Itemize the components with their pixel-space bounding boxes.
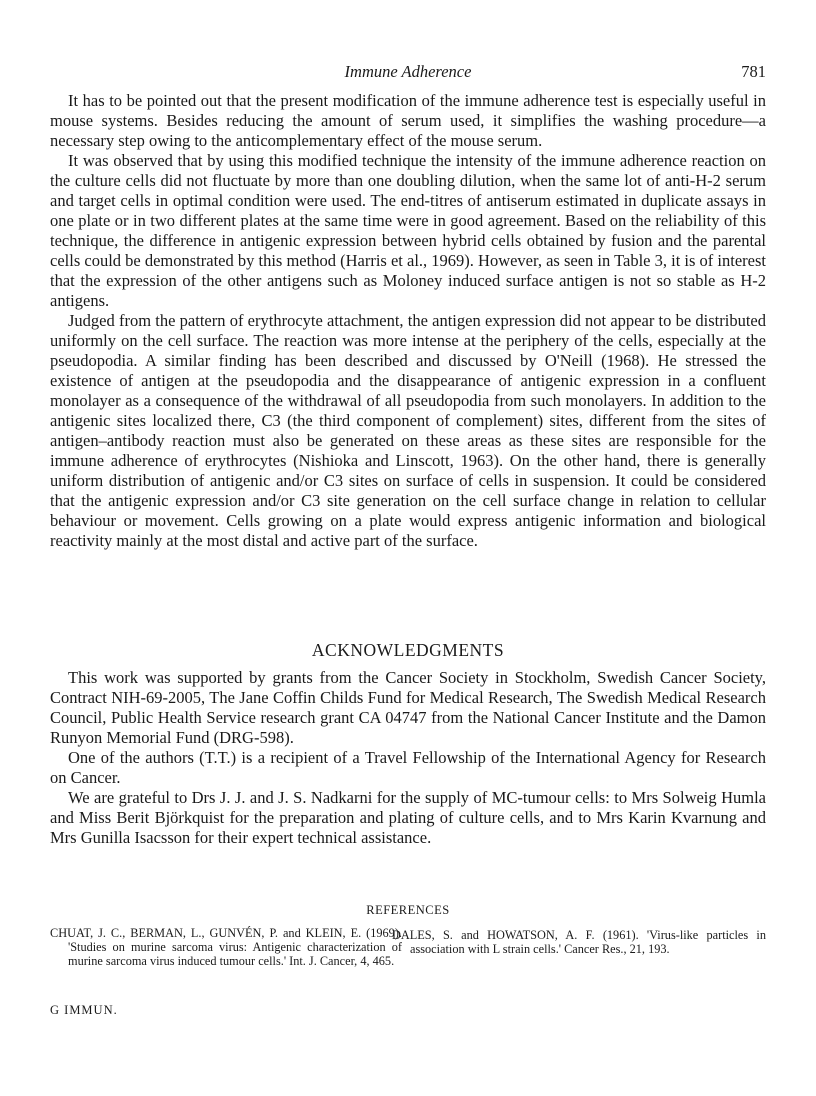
paragraph: One of the authors (T.T.) is a recipient of a Travel Fellowship of the International Agency for Research on Cancer. bbox=[50, 748, 766, 787]
signature-mark: G IMMUN. bbox=[50, 1003, 118, 1017]
paragraph: This work was supported by grants from the Cancer Society in Stockholm, Swedish Cancer Society, Contract NIH-69-2005, The Jane Coffin Childs Fund for Medical Research, The Swedish Medical Research Council, Public Health Service research grant CA 04747 from the National Cancer Institute and the Damon Runyon Memorial Fund (DRG-598). bbox=[50, 668, 766, 747]
reference-item: CHUAT, J. C., BERMAN, L., GUNVÉN, P. and KLEIN, E. (1969). 'Studies on murine sarcoma virus: Antigenic characterization of murine sarcoma virus induced tumour cells.' Int. J. Cancer, 4, 465. bbox=[50, 926, 402, 968]
reference-item: DALES, S. and HOWATSON, A. F. (1961). 'Virus-like particles in association with L strain cells.' Cancer Res., 21, 193. bbox=[392, 928, 766, 956]
paragraph: Judged from the pattern of erythrocyte attachment, the antigen expression did not appear to be distributed uniformly on the cell surface. The reaction was more intense at the periphery of the cells, especially at the pseudopodia. A similar finding has been described and discussed by O'Neill (1968). He stressed the existence of antigen at the pseudopodia and the disappearance of antigenic expression in a confluent monolayer as a consequence of the withdrawal of all pseudopodia from such monolayers. In addition to the antigenic sites localized there, C3 (the third component of complement) sites, different from the sites of antigen–antibody reaction must also be generated on these areas as these sites are responsible for the immune adherence of erythrocytes (Nishioka and Linscott, 1963). On the other hand, there is generally uniform distribution of antigenic and/or C3 sites on surface of cells in suspension. It could be considered that the antigenic expression and/or C3 site generation on the cell surface change in relation to cellular behaviour or movement. Cells growing on a plate would express antigenic information and biological reactivity mainly at the most distal and active part of the surface. bbox=[50, 311, 766, 550]
page-number: 781 bbox=[741, 62, 766, 81]
references-heading: REFERENCES bbox=[366, 903, 450, 917]
paragraph: We are grateful to Drs J. J. and J. S. Nadkarni for the supply of MC-tumour cells: to Mrs Solweig Humla and Miss Berit Björkquist for the preparation and plating of culture cells, and to Mrs Karin Kvarnung and Mrs Gunilla Isacsson for their expert technical assistance. bbox=[50, 788, 766, 847]
running-title: Immune Adherence bbox=[344, 62, 472, 81]
body-text bbox=[50, 91, 766, 551]
paragraph: It was observed that by using this modified technique the intensity of the immune adherence reaction on the culture cells did not fluctuate by more than one doubling dilution, when the same lot of anti-H-2 serum and target cells in optimal condition were used. The end-titres of antiserum estimated in duplicate assays in one plate or in two different plates at the same time were in good agreement. Based on the reliability of this technique, the difference in antigenic expression between hybrid cells obtained by fusion and the parental cells could be demonstrated by this method (Harris et al., 1969). However, as seen in Table 3, it is of interest that the expression of the other antigens such as Moloney induced surface antigen is not so stable as H-2 antigens. bbox=[50, 151, 766, 310]
acknowledgments-text bbox=[50, 668, 766, 848]
running-head bbox=[50, 62, 766, 86]
acknowledgments-heading: ACKNOWLEDGMENTS bbox=[311, 640, 505, 660]
paragraph: It has to be pointed out that the present modification of the immune adherence test is especially useful in mouse systems. Besides reducing the amount of serum used, it simplifies the washing procedure—a necessary step owing to the anticomplementary effect of the mouse serum. bbox=[50, 91, 766, 150]
